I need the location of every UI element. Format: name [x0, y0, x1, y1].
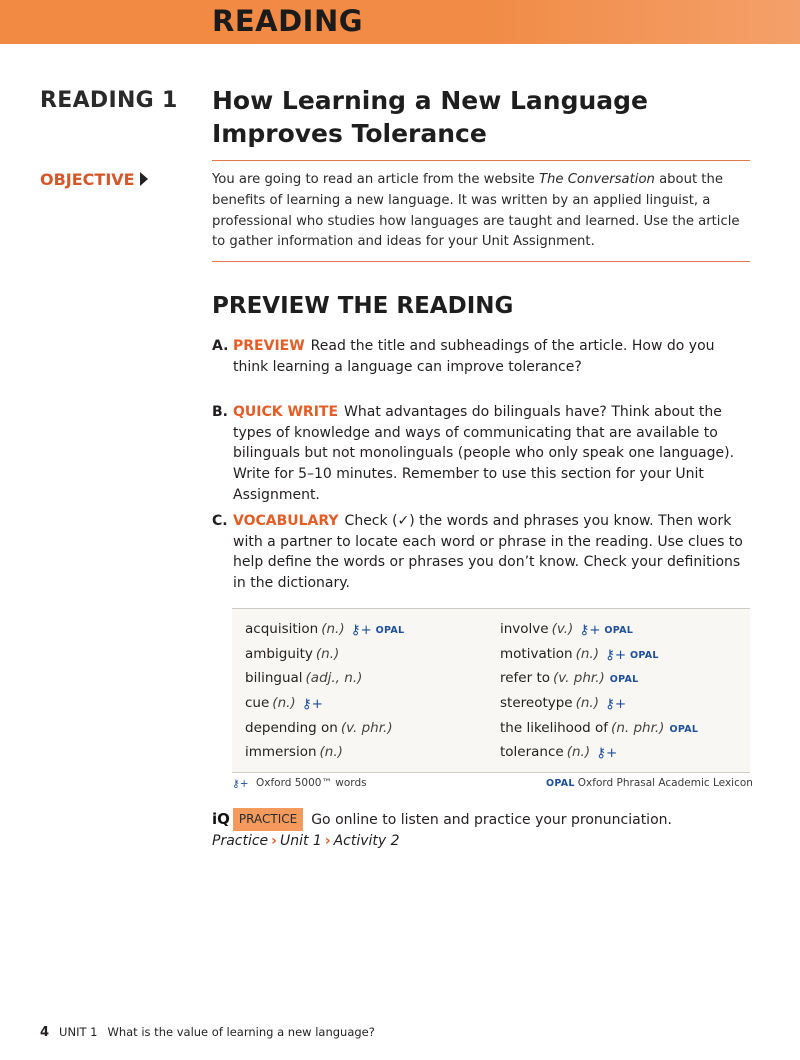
opal-tag: OPAL [604, 625, 634, 636]
iq-logo: iQ [212, 810, 230, 828]
page-title: How Learning a New Language Improves Tolerance [212, 86, 649, 148]
question-b [212, 402, 752, 506]
source-title: The Conversation [538, 172, 655, 187]
legend-opal [546, 777, 753, 789]
oxford-key-icon: ⚷+ [232, 778, 249, 790]
iq-text: Go online to listen and practice your pronunciation. [311, 812, 672, 828]
header-band [0, 0, 800, 44]
oxford-key-icon: ⚷+ [596, 745, 618, 762]
vocab-item [500, 621, 698, 646]
vocab-word: depending on [245, 719, 338, 736]
legend-oxford [232, 777, 367, 790]
practice-badge: PRACTICE [233, 808, 303, 831]
footer-question: What is the value of learning a new language? [107, 1025, 375, 1039]
objective-label [40, 170, 148, 189]
vocab-item [500, 670, 698, 695]
vocab-item [245, 744, 404, 769]
question-a [212, 336, 752, 377]
vocab-pos: (v. phr.) [553, 670, 605, 687]
vocab-item [245, 720, 404, 745]
vocab-word: involve [500, 621, 549, 637]
opal-tag: OPAL [669, 723, 699, 735]
question-c [212, 511, 752, 594]
opal-tag: OPAL [609, 674, 639, 686]
vocab-word: the likelihood of [500, 719, 609, 736]
vocab-item [500, 646, 698, 671]
section-banner-title: READING [212, 4, 364, 38]
vocab-pos: (n.) [272, 695, 296, 712]
chevron-right-icon: › [324, 833, 331, 849]
vocab-item [500, 695, 698, 720]
vocab-pos: (adj., n.) [305, 670, 363, 687]
vocab-item [500, 744, 698, 769]
vocab-item [500, 720, 698, 745]
vocab-pos: (n.) [575, 645, 599, 662]
page-footer [40, 1025, 375, 1040]
divider-bottom [212, 261, 750, 262]
question-keyword: VOCABULARY [233, 513, 339, 529]
vocab-pos: (n.) [321, 621, 345, 637]
vocab-column-right [500, 621, 698, 769]
path-practice[interactable]: Practice [212, 833, 269, 849]
vocab-item [245, 621, 404, 646]
preview-heading: PREVIEW THE READING [212, 293, 514, 319]
vocab-word: acquisition [245, 621, 319, 637]
question-text: Read the title and subheadings of the article. How do you think learning a language can improve tolerance? [233, 338, 715, 375]
vocab-item [245, 670, 404, 695]
play-triangle-icon [140, 172, 148, 186]
vocab-word: immersion [245, 744, 317, 761]
vocab-pos: (n.) [566, 744, 591, 761]
opal-tag: OPAL [546, 778, 575, 789]
oxford-key-icon: ⚷+ [604, 646, 627, 663]
divider-top [212, 160, 750, 161]
footer-unit: UNIT 1 [59, 1025, 98, 1039]
question-letter: C. [212, 513, 228, 529]
vocab-pos: (n.) [315, 645, 340, 662]
vocab-word: tolerance [500, 744, 564, 761]
vocab-pos: (v.) [551, 621, 574, 637]
intro-text-after: about the benefits of learning a new language. It was written by an applied linguist, a professional who studies how languages are taught and learned. Use the article to gather information and ideas for your Unit Assignment. [212, 172, 740, 250]
vocab-pos: (n.) [575, 695, 599, 712]
opal-tag: OPAL [375, 625, 405, 636]
objective-text: OBJECTIVE [40, 170, 135, 189]
path-unit[interactable]: Unit 1 [279, 833, 322, 849]
opal-tag: OPAL [629, 649, 659, 661]
question-letter: B. [212, 404, 228, 420]
question-text: What advantages do bilinguals have? Think about the types of knowledge and ways of communicating that are available to bilinguals but not monolinguals (people who only speak one language). Write for 5–10 minutes. Remember to use this section for your Unit Assignment. [233, 404, 735, 503]
vocab-pos: (v. phr.) [340, 719, 393, 736]
question-keyword: PREVIEW [233, 338, 305, 354]
oxford-key-icon: ⚷+ [579, 622, 601, 638]
vocab-word: ambiguity [245, 645, 313, 662]
vocab-pos: (n. phr.) [611, 719, 665, 736]
intro-text-before: You are going to read an article from the website [212, 172, 539, 187]
question-letter: A. [212, 338, 229, 354]
vocab-word: refer to [500, 670, 551, 687]
chevron-right-icon: › [271, 833, 277, 849]
oxford-key-icon: ⚷+ [350, 622, 372, 638]
oxford-key-icon: ⚷+ [301, 696, 323, 713]
vocab-word: bilingual [245, 670, 303, 687]
vocabulary-box [232, 608, 750, 773]
practice-path[interactable] [212, 831, 772, 852]
path-activity[interactable]: Activity 2 [333, 833, 400, 849]
vocab-word: motivation [500, 645, 573, 662]
question-keyword: QUICK WRITE [233, 404, 339, 420]
iq-practice [212, 808, 772, 852]
vocab-column-left [245, 621, 404, 769]
vocab-word: cue [245, 695, 270, 712]
reading-number: READING 1 [40, 88, 178, 113]
vocab-pos: (n.) [319, 744, 343, 761]
vocab-item [245, 646, 404, 671]
vocab-item [245, 695, 404, 720]
vocab-word: stereotype [500, 695, 573, 712]
oxford-key-icon: ⚷+ [605, 696, 627, 713]
legend-oxford-text: Oxford 5000™ words [256, 777, 367, 789]
page-number: 4 [40, 1025, 50, 1040]
question-text: Check (✓) the words and phrases you know. Then work with a partner to locate each word or phrase in the reading. Use clues to help define the words or phrases you don’t know. Check your definitions in the dictionary. [233, 513, 743, 592]
legend-opal-text: Oxford Phrasal Academic Lexicon [577, 777, 753, 789]
objective-paragraph [212, 170, 752, 253]
